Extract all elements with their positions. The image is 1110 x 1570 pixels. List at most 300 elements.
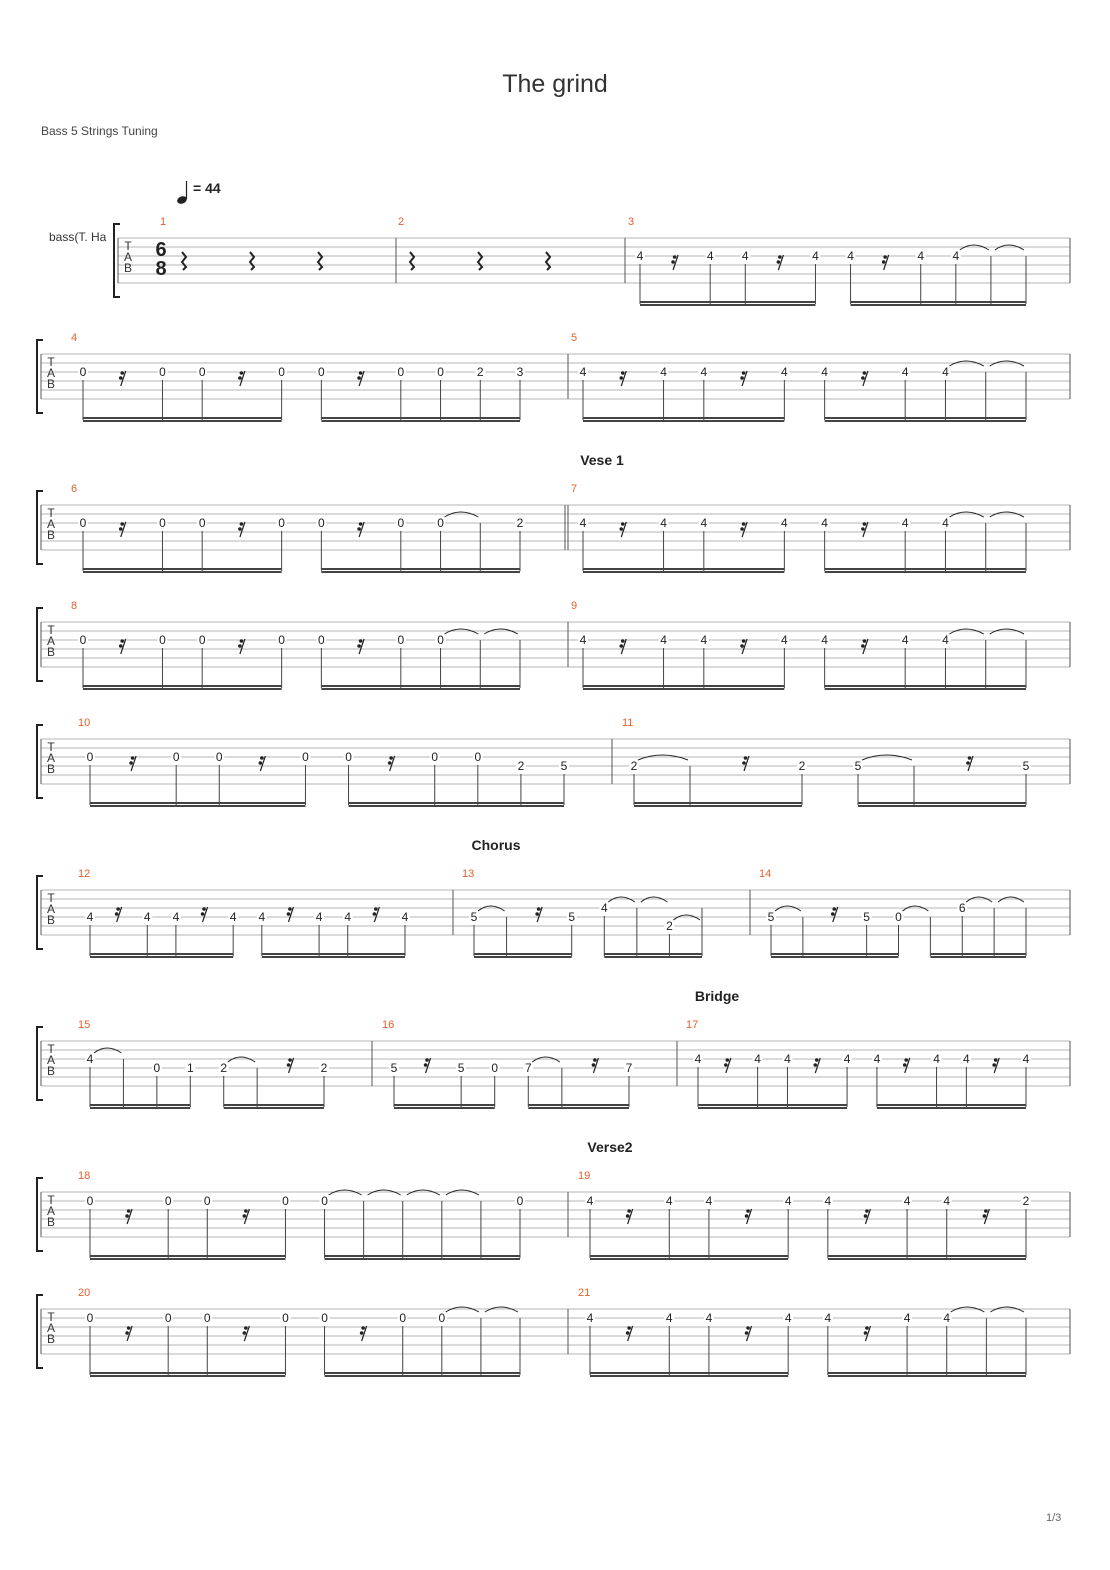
measure-number: 3 [628, 216, 635, 228]
fret-number: 0 [516, 1194, 524, 1208]
beam [640, 301, 815, 303]
fret-number: 4 [847, 249, 854, 263]
tie-arc [949, 361, 983, 366]
tie-arc [998, 897, 1024, 902]
tab-clef-letter: T [47, 891, 55, 905]
system-bracket [37, 340, 43, 413]
fret-number: 0 [79, 365, 87, 379]
tie-arc [949, 512, 983, 517]
measure-number: 20 [78, 1287, 91, 1299]
tab-clef-letter: A [46, 1053, 56, 1067]
fret-number: 0 [345, 750, 352, 764]
tie-arc [775, 906, 801, 911]
tie-arc [446, 1307, 479, 1312]
tuning-label: Bass 5 Strings Tuning [41, 124, 158, 138]
tab-clef-letter: B [46, 528, 56, 542]
fret-number: 2 [476, 365, 484, 379]
tie-arc [445, 512, 479, 517]
measure-number: 14 [759, 868, 772, 880]
fret-number: 4 [1022, 1052, 1030, 1066]
beam [825, 420, 1026, 422]
rest-dot [240, 639, 244, 643]
fret-number: 4 [781, 633, 788, 647]
beam [858, 805, 1026, 807]
rest-dot [374, 907, 378, 911]
rest-dot [619, 527, 623, 531]
fret-number: 7 [625, 1061, 633, 1075]
fret-number: 4 [315, 910, 323, 924]
measure-number: 11 [622, 717, 634, 729]
measure-number: 16 [382, 1019, 395, 1031]
beam [828, 1258, 1026, 1260]
beam [321, 420, 520, 422]
fret-number: 4 [586, 1194, 594, 1208]
rest-dot [592, 1063, 596, 1067]
fret-number: 4 [784, 1311, 792, 1325]
fret-number: 0 [282, 1311, 289, 1325]
fret-number: 7 [524, 1061, 532, 1075]
rest-dot [119, 644, 123, 648]
fret-number: 4 [917, 249, 925, 263]
fret-number: 0 [438, 1311, 446, 1325]
fret-number: 5 [457, 1061, 465, 1075]
fret-number: 0 [86, 750, 94, 764]
tab-clef-letter: T [124, 239, 132, 253]
fret-number: 0 [278, 516, 285, 530]
rest-dot [240, 371, 244, 375]
tie-arc [903, 906, 929, 911]
tab-clef-letter: A [46, 1204, 56, 1218]
beam [583, 417, 784, 419]
beam [90, 1104, 190, 1106]
fret-number: 5 [767, 910, 775, 924]
fret-number: 4 [660, 633, 667, 647]
rest-dot [984, 1209, 988, 1213]
rest-dot [865, 1209, 869, 1213]
rest-dot [864, 1331, 868, 1335]
fret-number: 0 [437, 365, 444, 379]
rest-dot [357, 376, 361, 380]
time-signature-bottom: 8 [155, 258, 167, 280]
tie-arc [532, 1057, 560, 1062]
beam [583, 568, 784, 570]
rest-dot [537, 907, 541, 911]
fret-number: 4 [903, 1194, 911, 1208]
tie-arc [368, 1190, 401, 1195]
tie-arc [966, 897, 992, 902]
beam [83, 685, 282, 687]
fret-number: 5 [560, 759, 568, 773]
fret-number: 4 [784, 1194, 792, 1208]
beam [83, 568, 282, 570]
rest-dot [863, 522, 867, 526]
measure-number: 17 [686, 1019, 699, 1031]
rest-dot [671, 260, 675, 264]
tie-arc [608, 897, 635, 902]
tab-clef-letter: A [46, 517, 56, 531]
rest-dot [742, 761, 746, 765]
tie-arc [484, 629, 518, 634]
fret-number: 0 [159, 365, 166, 379]
fret-number: 0 [203, 1194, 211, 1208]
fret-number: 4 [706, 249, 714, 263]
fret-number: 5 [568, 910, 576, 924]
fret-number: 0 [198, 365, 206, 379]
rest-dot [288, 1058, 292, 1062]
beam [325, 1372, 520, 1374]
fret-number: 4 [781, 365, 788, 379]
beam [583, 688, 784, 690]
fret-number: 5 [470, 910, 478, 924]
beam [604, 956, 702, 958]
fret-number: 1 [186, 1061, 194, 1075]
rest-dot [115, 912, 119, 916]
fret-number: 0 [437, 516, 444, 530]
fret-number: 4 [821, 365, 828, 379]
system-bracket [37, 1295, 43, 1368]
beam [83, 420, 282, 422]
fret-number: 4 [821, 516, 828, 530]
tie-arc [951, 1307, 985, 1312]
tie-arc [673, 915, 700, 920]
beam [604, 953, 702, 955]
tie-arc [990, 361, 1024, 366]
beam [325, 1258, 520, 1260]
tab-system [37, 988, 1070, 1109]
rest-dot [120, 371, 124, 375]
measure-number: 1 [160, 216, 167, 228]
rest-dot [742, 371, 746, 375]
rest-dot [861, 376, 865, 380]
beam [474, 953, 572, 955]
fret-number: 2 [630, 759, 638, 773]
beam [90, 802, 305, 804]
tie-arc [485, 1307, 518, 1312]
beam [90, 805, 305, 807]
beam [825, 417, 1026, 419]
system-bracket [114, 224, 120, 297]
rest-dot [621, 522, 625, 526]
fret-number: 4 [843, 1052, 851, 1066]
fret-number: 4 [586, 1311, 594, 1325]
fret-number: 4 [933, 1052, 940, 1066]
fret-number: 4 [172, 910, 180, 924]
tab-clef-letter: B [46, 645, 56, 659]
fret-number: 0 [318, 516, 325, 530]
fret-number: 0 [198, 516, 206, 530]
beam [825, 571, 1026, 573]
beam [583, 685, 784, 687]
fret-number: 0 [397, 365, 405, 379]
system-bracket [37, 876, 43, 949]
beam [877, 1107, 1026, 1109]
measure-number: 21 [578, 1287, 591, 1299]
fret-number: 0 [79, 516, 87, 530]
rest-dot [746, 1326, 750, 1330]
fret-number: 5 [390, 1061, 398, 1075]
tab-system [37, 452, 1070, 573]
fret-number: 4 [694, 1052, 702, 1066]
tab-system [37, 332, 1070, 422]
tie-arc [641, 897, 668, 902]
beam [90, 956, 233, 958]
beam [698, 1104, 847, 1106]
tab-clef-letter: B [46, 762, 56, 776]
section-label: Bridge [694, 988, 740, 1004]
rest-dot [621, 371, 625, 375]
tie-arc [638, 755, 688, 760]
system-bracket [37, 1027, 43, 1100]
rest-dot [832, 907, 836, 911]
beam [528, 1104, 629, 1106]
rest-dot [619, 644, 623, 648]
tab-system [37, 837, 1070, 958]
fret-number: 4 [784, 1052, 791, 1066]
fret-number: 0 [318, 633, 325, 647]
fret-number: 0 [302, 750, 309, 764]
tie-arc [990, 512, 1024, 517]
beam [828, 1255, 1026, 1257]
section-label: Chorus [471, 837, 521, 853]
tie-arc [990, 1307, 1024, 1312]
fret-number: 4 [943, 1194, 951, 1208]
measure-number: 15 [78, 1019, 91, 1031]
fret-number: 4 [812, 249, 819, 263]
rest-dot [966, 761, 970, 765]
fret-number: 0 [321, 1194, 328, 1208]
system-bracket [37, 608, 43, 681]
fret-number: 4 [143, 910, 151, 924]
rest-dot [744, 756, 748, 760]
fret-number: 4 [903, 1311, 911, 1325]
beam [262, 956, 405, 958]
fret-number: 0 [86, 1194, 94, 1208]
rest-dot [992, 1063, 996, 1067]
fret-number: 4 [942, 365, 949, 379]
beam [321, 571, 520, 573]
rest-dot [129, 761, 133, 765]
fret-number: 4 [901, 516, 909, 530]
rest-dot [994, 1058, 998, 1062]
tab-system [37, 600, 1070, 690]
rest-dot [116, 907, 120, 911]
tab-clef-letter: B [123, 261, 133, 275]
measure-number: 8 [71, 600, 78, 612]
fret-number: 2 [516, 516, 524, 530]
beam [828, 1372, 1026, 1374]
fret-number: 0 [203, 1311, 211, 1325]
rest-dot [831, 912, 835, 916]
beam [828, 1375, 1026, 1377]
rest-dot [243, 1331, 247, 1335]
beam [771, 956, 899, 958]
fret-number: 2 [666, 919, 673, 933]
tie-arc [445, 629, 479, 634]
fret-number: 0 [282, 1194, 289, 1208]
measure-number: 13 [462, 868, 475, 880]
beam [83, 417, 282, 419]
fret-number: 4 [741, 249, 749, 263]
tie-arc [228, 1057, 255, 1062]
fret-number: 0 [86, 1311, 94, 1325]
fret-number: 0 [159, 633, 166, 647]
measure-number: 12 [78, 868, 91, 880]
rest-dot [742, 639, 746, 643]
beam [528, 1107, 629, 1109]
measure-number: 19 [578, 1170, 591, 1182]
fret-number: 4 [86, 910, 94, 924]
rest-dot [777, 260, 781, 264]
beam [224, 1107, 324, 1109]
fret-number: 4 [86, 1052, 94, 1066]
fret-number: 4 [700, 633, 708, 647]
fret-number: 4 [229, 910, 237, 924]
rest-dot [745, 1331, 749, 1335]
fret-number: 0 [153, 1061, 161, 1075]
beam [698, 1107, 847, 1109]
tie-arc [446, 1190, 479, 1195]
rest-dot [240, 522, 244, 526]
rest-dot [726, 1058, 730, 1062]
tab-clef-letter: B [46, 1215, 56, 1229]
fret-number: 4 [821, 633, 828, 647]
beam [583, 571, 784, 573]
tab-clef-letter: B [46, 377, 56, 391]
fret-number: 0 [278, 365, 285, 379]
rest-dot [125, 1214, 129, 1218]
rest-dot [425, 1058, 429, 1062]
beam [771, 953, 899, 955]
beam [640, 304, 815, 306]
rest-dot [359, 371, 363, 375]
beam [394, 1104, 495, 1106]
fret-number: 4 [600, 901, 608, 915]
rest-dot [626, 1214, 630, 1218]
rest-dot [119, 527, 123, 531]
rest-dot [244, 1326, 248, 1330]
section-label: Verse2 [587, 1139, 633, 1155]
rest-dot [724, 1063, 728, 1067]
rest-dot [883, 255, 887, 259]
beam [877, 1104, 1026, 1106]
rest-dot [202, 907, 206, 911]
fret-number: 4 [943, 1311, 951, 1325]
beam [825, 685, 1026, 687]
fret-number: 4 [705, 1311, 713, 1325]
rest-dot [259, 761, 263, 765]
rest-dot [742, 522, 746, 526]
tab-clef-letter: T [47, 1310, 55, 1324]
rest-dot [119, 376, 123, 380]
fret-number: 2 [517, 759, 525, 773]
fret-number: 4 [579, 516, 587, 530]
rest-dot [243, 1214, 247, 1218]
measure-number: 4 [71, 332, 78, 344]
tab-clef-letter: A [46, 1321, 56, 1335]
beam [321, 685, 520, 687]
fret-number: 2 [798, 759, 806, 773]
fret-number: 4 [665, 1194, 673, 1208]
tab-clef-letter: T [47, 355, 55, 369]
fret-number: 4 [665, 1311, 673, 1325]
measure-number: 6 [71, 483, 78, 495]
tie-arc [949, 629, 983, 634]
rest-dot [238, 644, 242, 648]
beam [634, 802, 802, 804]
beam [394, 1107, 495, 1109]
rest-dot [740, 376, 744, 380]
rest-dot [593, 1058, 597, 1062]
fret-number: 4 [963, 1052, 970, 1066]
fret-number: 4 [636, 249, 644, 263]
beam [590, 1258, 788, 1260]
fret-number: 0 [198, 633, 206, 647]
fret-number: 5 [1022, 759, 1030, 773]
rest-dot [238, 376, 242, 380]
rest-dot [619, 376, 623, 380]
tab-clef-letter: T [47, 1042, 55, 1056]
rest-dot [201, 912, 205, 916]
quarter-note-icon [176, 181, 188, 205]
fret-number: 4 [942, 516, 949, 530]
tempo-marking: = 44 [193, 180, 221, 196]
fret-number: 0 [491, 1061, 499, 1075]
tab-clef-letter: B [46, 913, 56, 927]
fret-number: 0 [159, 516, 166, 530]
fret-number: 4 [660, 365, 667, 379]
beam [930, 956, 1026, 958]
beam [83, 571, 282, 573]
rest-dot [357, 527, 361, 531]
beam [90, 1375, 285, 1377]
beam [825, 568, 1026, 570]
rest-dot [864, 1214, 868, 1218]
rest-dot [863, 639, 867, 643]
instrument-name: bass(T. Ha [49, 230, 107, 244]
beam [83, 688, 282, 690]
tab-clef-letter: T [47, 623, 55, 637]
rest-dot [863, 371, 867, 375]
tab-clef-letter: A [46, 634, 56, 648]
tab-clef-letter: T [47, 740, 55, 754]
fret-number: 4 [401, 910, 409, 924]
beam [851, 301, 1026, 303]
rest-dot [360, 1331, 364, 1335]
rest-dot [778, 255, 782, 259]
beam [90, 1107, 190, 1109]
system-bracket [37, 1178, 43, 1251]
fret-number: 0 [79, 633, 87, 647]
tie-arc [960, 245, 989, 250]
beam [224, 1104, 324, 1106]
tab-system [37, 717, 1070, 807]
rest-dot [673, 255, 677, 259]
beam [590, 1255, 788, 1257]
tab-clef-letter: B [46, 1332, 56, 1346]
rest-dot [373, 912, 377, 916]
measure-number: 2 [398, 216, 405, 228]
measure-number: 10 [78, 717, 91, 729]
rest-dot [861, 644, 865, 648]
beam [325, 1375, 520, 1377]
section-label: Vese 1 [580, 452, 624, 468]
fret-number: 4 [754, 1052, 761, 1066]
page-title: The grind [502, 70, 608, 98]
beam [590, 1375, 788, 1377]
quarter-rest-icon [546, 252, 550, 270]
fret-number: 4 [901, 633, 909, 647]
rest-dot [357, 644, 361, 648]
